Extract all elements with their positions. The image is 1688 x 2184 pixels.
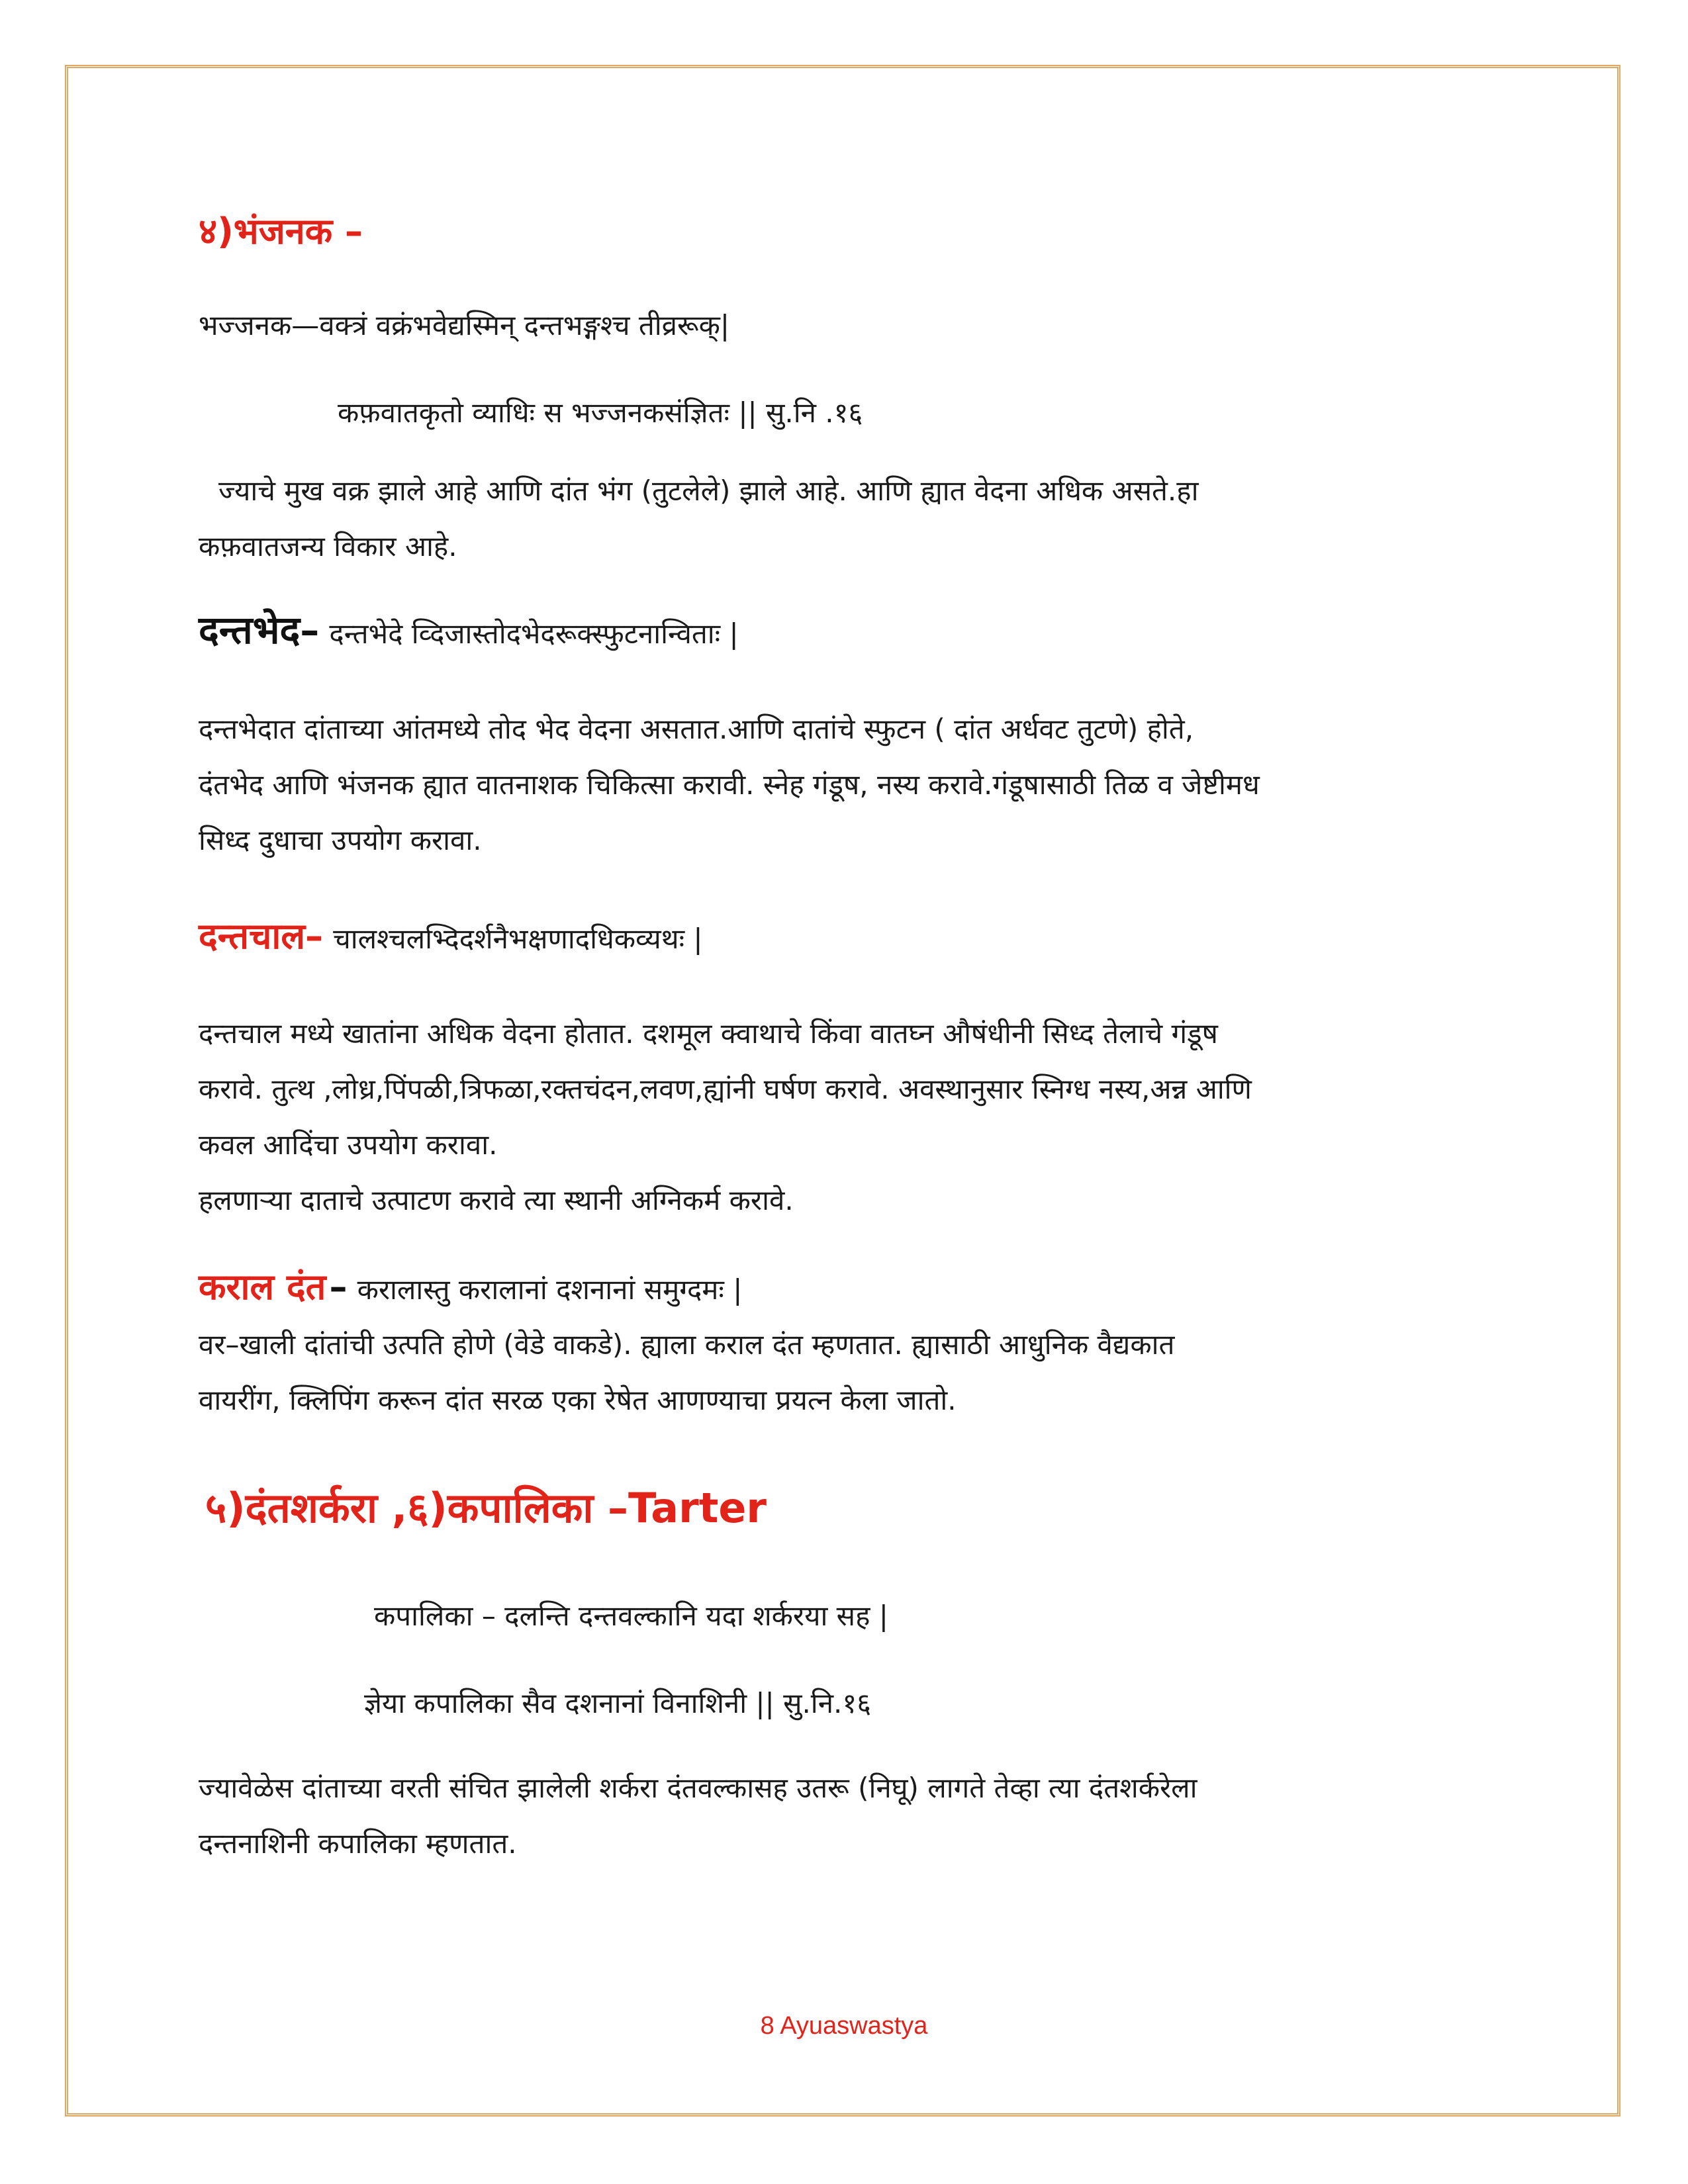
verse-inline: चालश्चलभ्दिदर्शनैभक्षणादधिकव्यथः | (333, 923, 703, 955)
heading-dash: – (329, 1266, 348, 1308)
dantasharkara-verse-1 (374, 1588, 1671, 1644)
dantasharkara-verse-2 (364, 1676, 1662, 1731)
bhanjanaka-paragraph (199, 463, 1496, 574)
heading-bhanjanaka: ४)भंजनक – (199, 210, 363, 252)
section-dantachala (199, 910, 1496, 959)
paragraph-line: करावे. तुत्थ ,लोध्र,पिंपळी,त्रिफळा,रक्तचंदन,लवण,ह्यांनी घर्षण करावे. अवस्थानुसार स्निग्ध नस्य,अन्न आणि (199, 1073, 1252, 1105)
paragraph-line: दन्तनाशिनी कपालिका म्हणतात. (199, 1827, 517, 1860)
section-karala (199, 1261, 1496, 1310)
paragraph-line: कवल आदिंचा उपयोग करावा. (199, 1128, 498, 1161)
paragraph-line: हलणाऱ्या दाताचे उत्पाटण करावे त्या स्थानी अग्निकर्म करावे. (199, 1184, 794, 1216)
verse-line: ज्ञेया कपालिका सैव दशनानां विनाशिनी || सु.नि.१६ (364, 1687, 872, 1719)
section-bhanjanaka (199, 205, 1496, 254)
paragraph-line: वर–खाली दांतांची उत्पति होणे (वेडे वाकडे). ह्याला कराल दंत म्हणतात. ह्यासाठी आधुनिक वैद्यकात (199, 1328, 1175, 1361)
heading-dantasharkara: ५)दंतशर्करा ,६)कपालिका –Tarter (205, 1484, 767, 1532)
verse-line: कपालिका – दलन्ति दन्तवल्कानि यदा शर्करया सह | (374, 1600, 888, 1632)
paragraph-line: दंतभेद आणि भंजनक ह्यात वातनाशक चिकित्सा करावी. स्नेह गंडूष, नस्य करावे.गंडूषासाठी तिळ व जेष्टीमध (199, 768, 1260, 801)
heading-dantachala: दन्तचाल– (199, 915, 323, 957)
verse-line: भज्जनक—वक्त्रं वक्रंभवेद्यस्मिन् दन्तभङ्गश्च तीव्ररूक्| (199, 309, 730, 341)
paragraph-line: वायरींग, क्लिपिंग करून दांत सरळ एका रेषेत आणण्याचा प्रयत्न केला जातो. (199, 1384, 957, 1416)
page-number: 8 (760, 2012, 774, 2040)
paragraph-line: दन्तचाल मध्ये खातांना अधिक वेदना होतात. दशमूल क्वाथाचे किंवा वातघ्न औषंधीनी सिध्द तेलाचे गंडूष (199, 1017, 1218, 1050)
heading-dantabheda: दन्तभेद– (199, 608, 320, 653)
footer-site-name: Ayuaswastya (780, 2012, 928, 2040)
paragraph-line: सिध्द दुधाचा उपयोग करावा. (199, 824, 482, 856)
dantasharkara-paragraph (199, 1760, 1496, 1872)
dantabheda-paragraph (199, 702, 1496, 868)
heading-karala: कराल दंत (199, 1266, 326, 1308)
section-dantabheda (199, 602, 1496, 655)
paragraph-line: कफ़वातजन्य विकार आहे. (199, 530, 457, 563)
paragraph-line: ज्याचे मुख वक्र झाले आहे आणि दांत भंग (तुटलेले) झाले आहे. आणि ह्यात वेदना अधिक असते.हा (218, 475, 1199, 507)
karala-paragraph (199, 1317, 1496, 1428)
bhanjanaka-verse-1 (199, 298, 1496, 353)
bhanjanaka-verse-2 (338, 385, 1635, 441)
dantachala-paragraph (199, 1006, 1496, 1228)
verse-line: कफ़वातकृतो व्याधिः स भज्जनकसंज्ञितः || सु.नि .१६ (338, 396, 863, 429)
paragraph-line: ज्यावेळेस दांताच्या वरती संचित झालेली शर्करा दंतवल्कासह उतरू (निघू) लागते तेव्हा त्या दंतशर्करेला (199, 1772, 1197, 1804)
section-dantasharkara (205, 1479, 1503, 1535)
page-footer (0, 2012, 1688, 2040)
verse-inline: करालास्तु करालानां दशनानां समुग्दमः | (357, 1273, 743, 1306)
verse-inline: दन्तभेदे व्दिजास्तोदभेदरूक्स्फुटनान्विताः | (329, 617, 739, 650)
paragraph-line: दन्तभेदात दांताच्या आंतमध्ये तोद भेद वेदना असतात.आणि दातांचे स्फुटन ( दांत अर्धवट तुटणे) होते, (199, 713, 1194, 745)
